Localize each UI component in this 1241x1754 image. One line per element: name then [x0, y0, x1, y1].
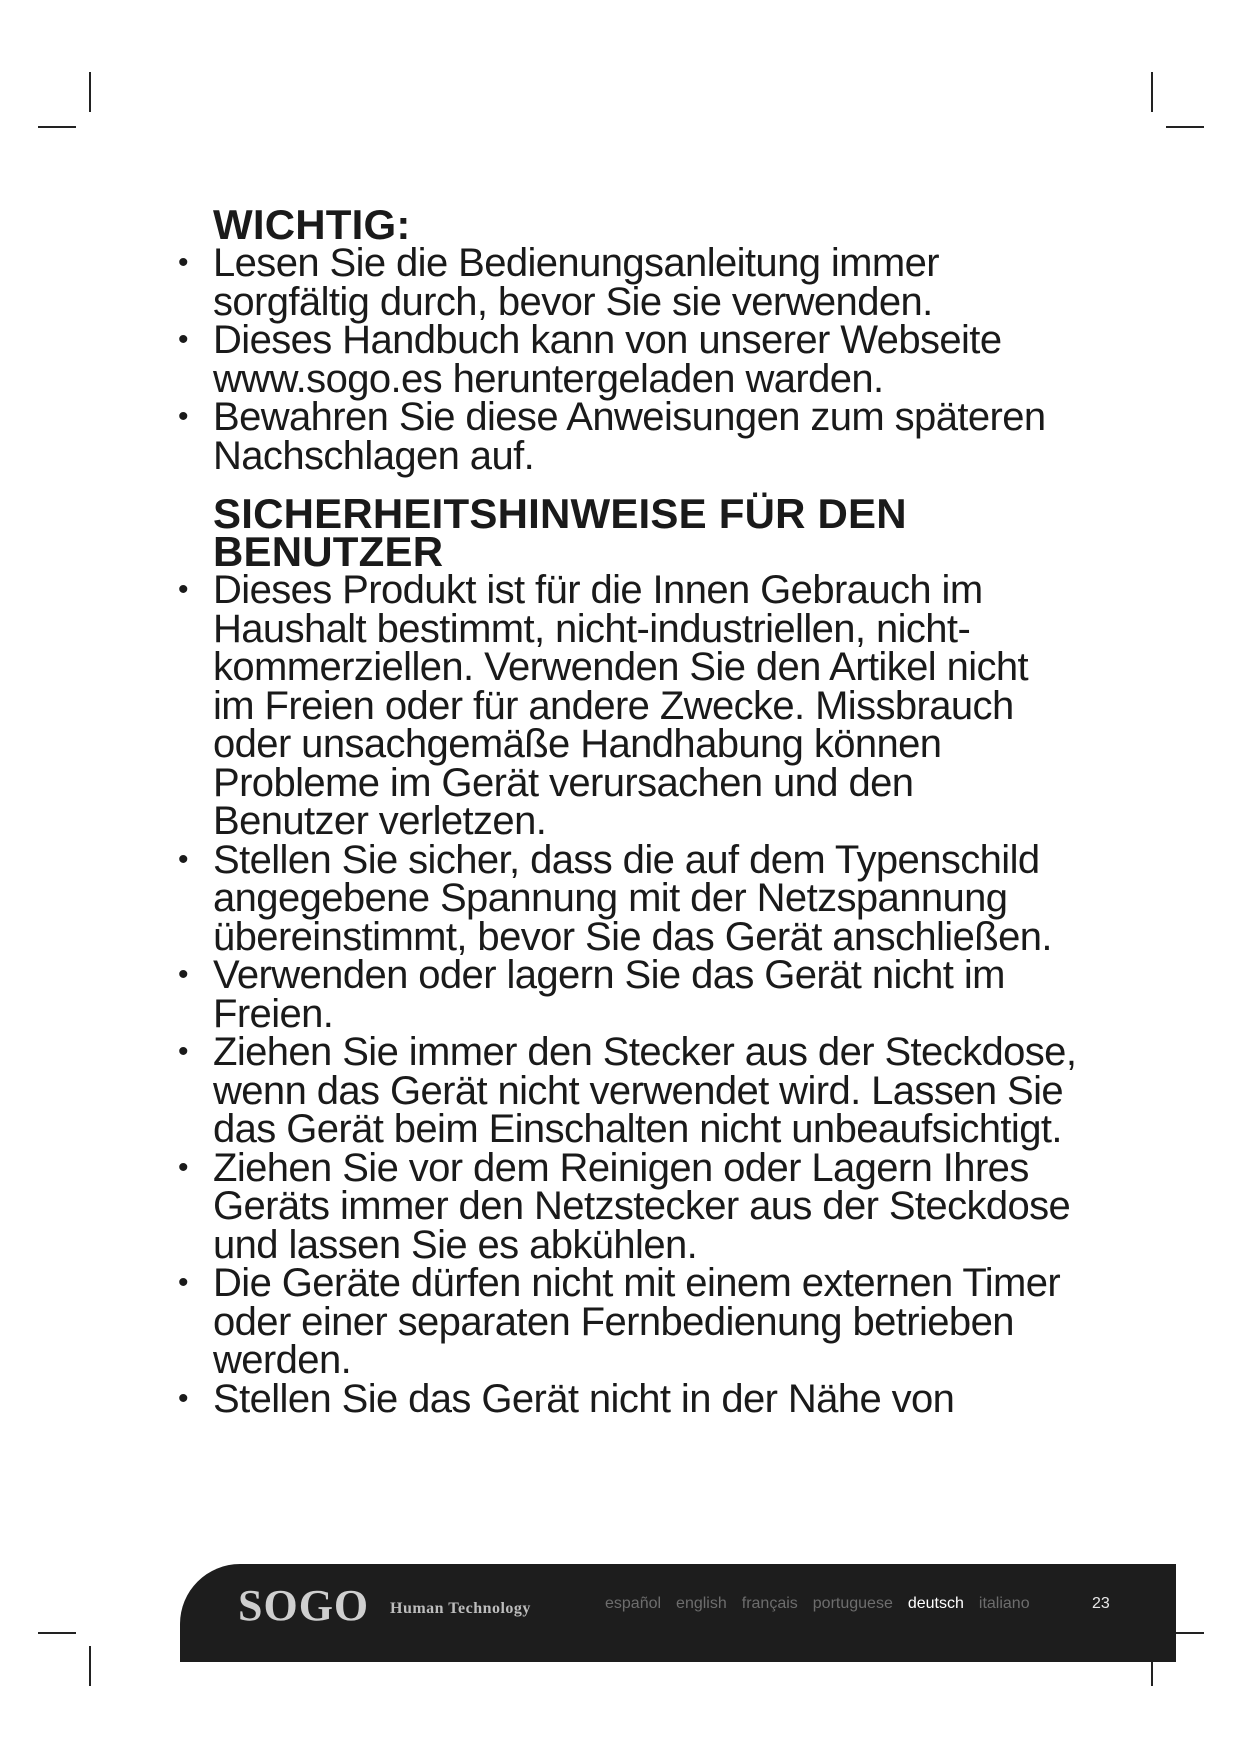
important-list: [178, 241, 1078, 478]
language-list: [605, 1595, 1030, 1613]
language-item: portuguese: [812, 1595, 893, 1612]
brand-tagline: Human Technology: [390, 1600, 531, 1617]
safety-list: [178, 568, 1078, 1421]
bullet-icon: •: [178, 1381, 188, 1415]
bullet-icon: •: [178, 842, 188, 876]
document-body: [178, 201, 1078, 1421]
list-item: • Dieses Produkt ist für die Innen Gebrauch im Haushalt bestimmt, nicht-industriellen, nicht-kommerziellen. Verwenden Sie den Artikel nicht im Freien oder für andere Zwecke. Missbrauch oder unsachgemäße Handhabung können Probleme im Gerät verursachen und den Benutzer verletzen.: [178, 568, 1029, 843]
bullet-icon: •: [178, 323, 188, 356]
list-item: • Stellen Sie das Gerät nicht in der Nähe von: [178, 1376, 955, 1421]
bullet-icon: •: [178, 958, 188, 991]
language-item: english: [676, 1595, 727, 1612]
crop-mark: [89, 1646, 91, 1686]
crop-mark: [38, 1632, 76, 1634]
bullet-icon: •: [178, 573, 188, 606]
page-number: 23: [1092, 1595, 1110, 1612]
list-item: • Die Geräte dürfen nicht mit einem externen Timer oder einer separaten Fernbedienung betrieben werden.: [178, 1261, 1061, 1382]
language-item: deutsch: [907, 1595, 964, 1612]
section-heading-important: WICHTIG:: [213, 201, 411, 248]
crop-mark: [89, 72, 91, 112]
bullet-icon: •: [178, 400, 188, 433]
list-item: • Ziehen Sie vor dem Reinigen oder Lagern Ihres Geräts immer den Netzstecker aus der Steckdose und lassen Sie es abkühlen.: [178, 1145, 1071, 1267]
list-item: • Verwenden oder lagern Sie das Gerät nicht im Freien.: [178, 953, 1005, 1036]
crop-mark: [1166, 126, 1204, 128]
list-item: • Lesen Sie die Bedienungsanleitung immer sorgfältig durch, bevor Sie sie verwenden.: [178, 241, 939, 324]
language-item: español: [605, 1595, 662, 1612]
bullet-icon: •: [178, 1035, 188, 1068]
crop-mark: [38, 126, 76, 128]
list-item: • Dieses Handbuch kann von unserer Webseite www.sogo.es heruntergeladen warden.: [178, 318, 1002, 401]
bullet-icon: •: [178, 1266, 188, 1299]
bullet-icon: •: [178, 246, 188, 279]
list-item: • Ziehen Sie immer den Stecker aus der Steckdose, wenn das Gerät nicht verwendet wird. Lassen Sie das Gerät beim Einschalten nicht unbeaufsichtigt.: [178, 1030, 1077, 1151]
bullet-icon: •: [178, 1150, 188, 1184]
section-heading-safety: SICHERHEITSHINWEISE FÜR DEN BENUTZER: [213, 490, 907, 575]
brand-logo: SOGO: [238, 1581, 370, 1630]
list-item: • Bewahren Sie diese Anweisungen zum späteren Nachschlagen auf.: [178, 395, 1046, 478]
language-item: italiano: [978, 1595, 1030, 1612]
crop-mark: [1151, 72, 1153, 112]
list-item: • Stellen Sie sicher, dass die auf dem Typenschild angegebene Spannung mit der Netzspannung übereinstimmt, bevor Sie das Gerät anschließen.: [178, 837, 1052, 959]
language-item: français: [741, 1595, 798, 1612]
